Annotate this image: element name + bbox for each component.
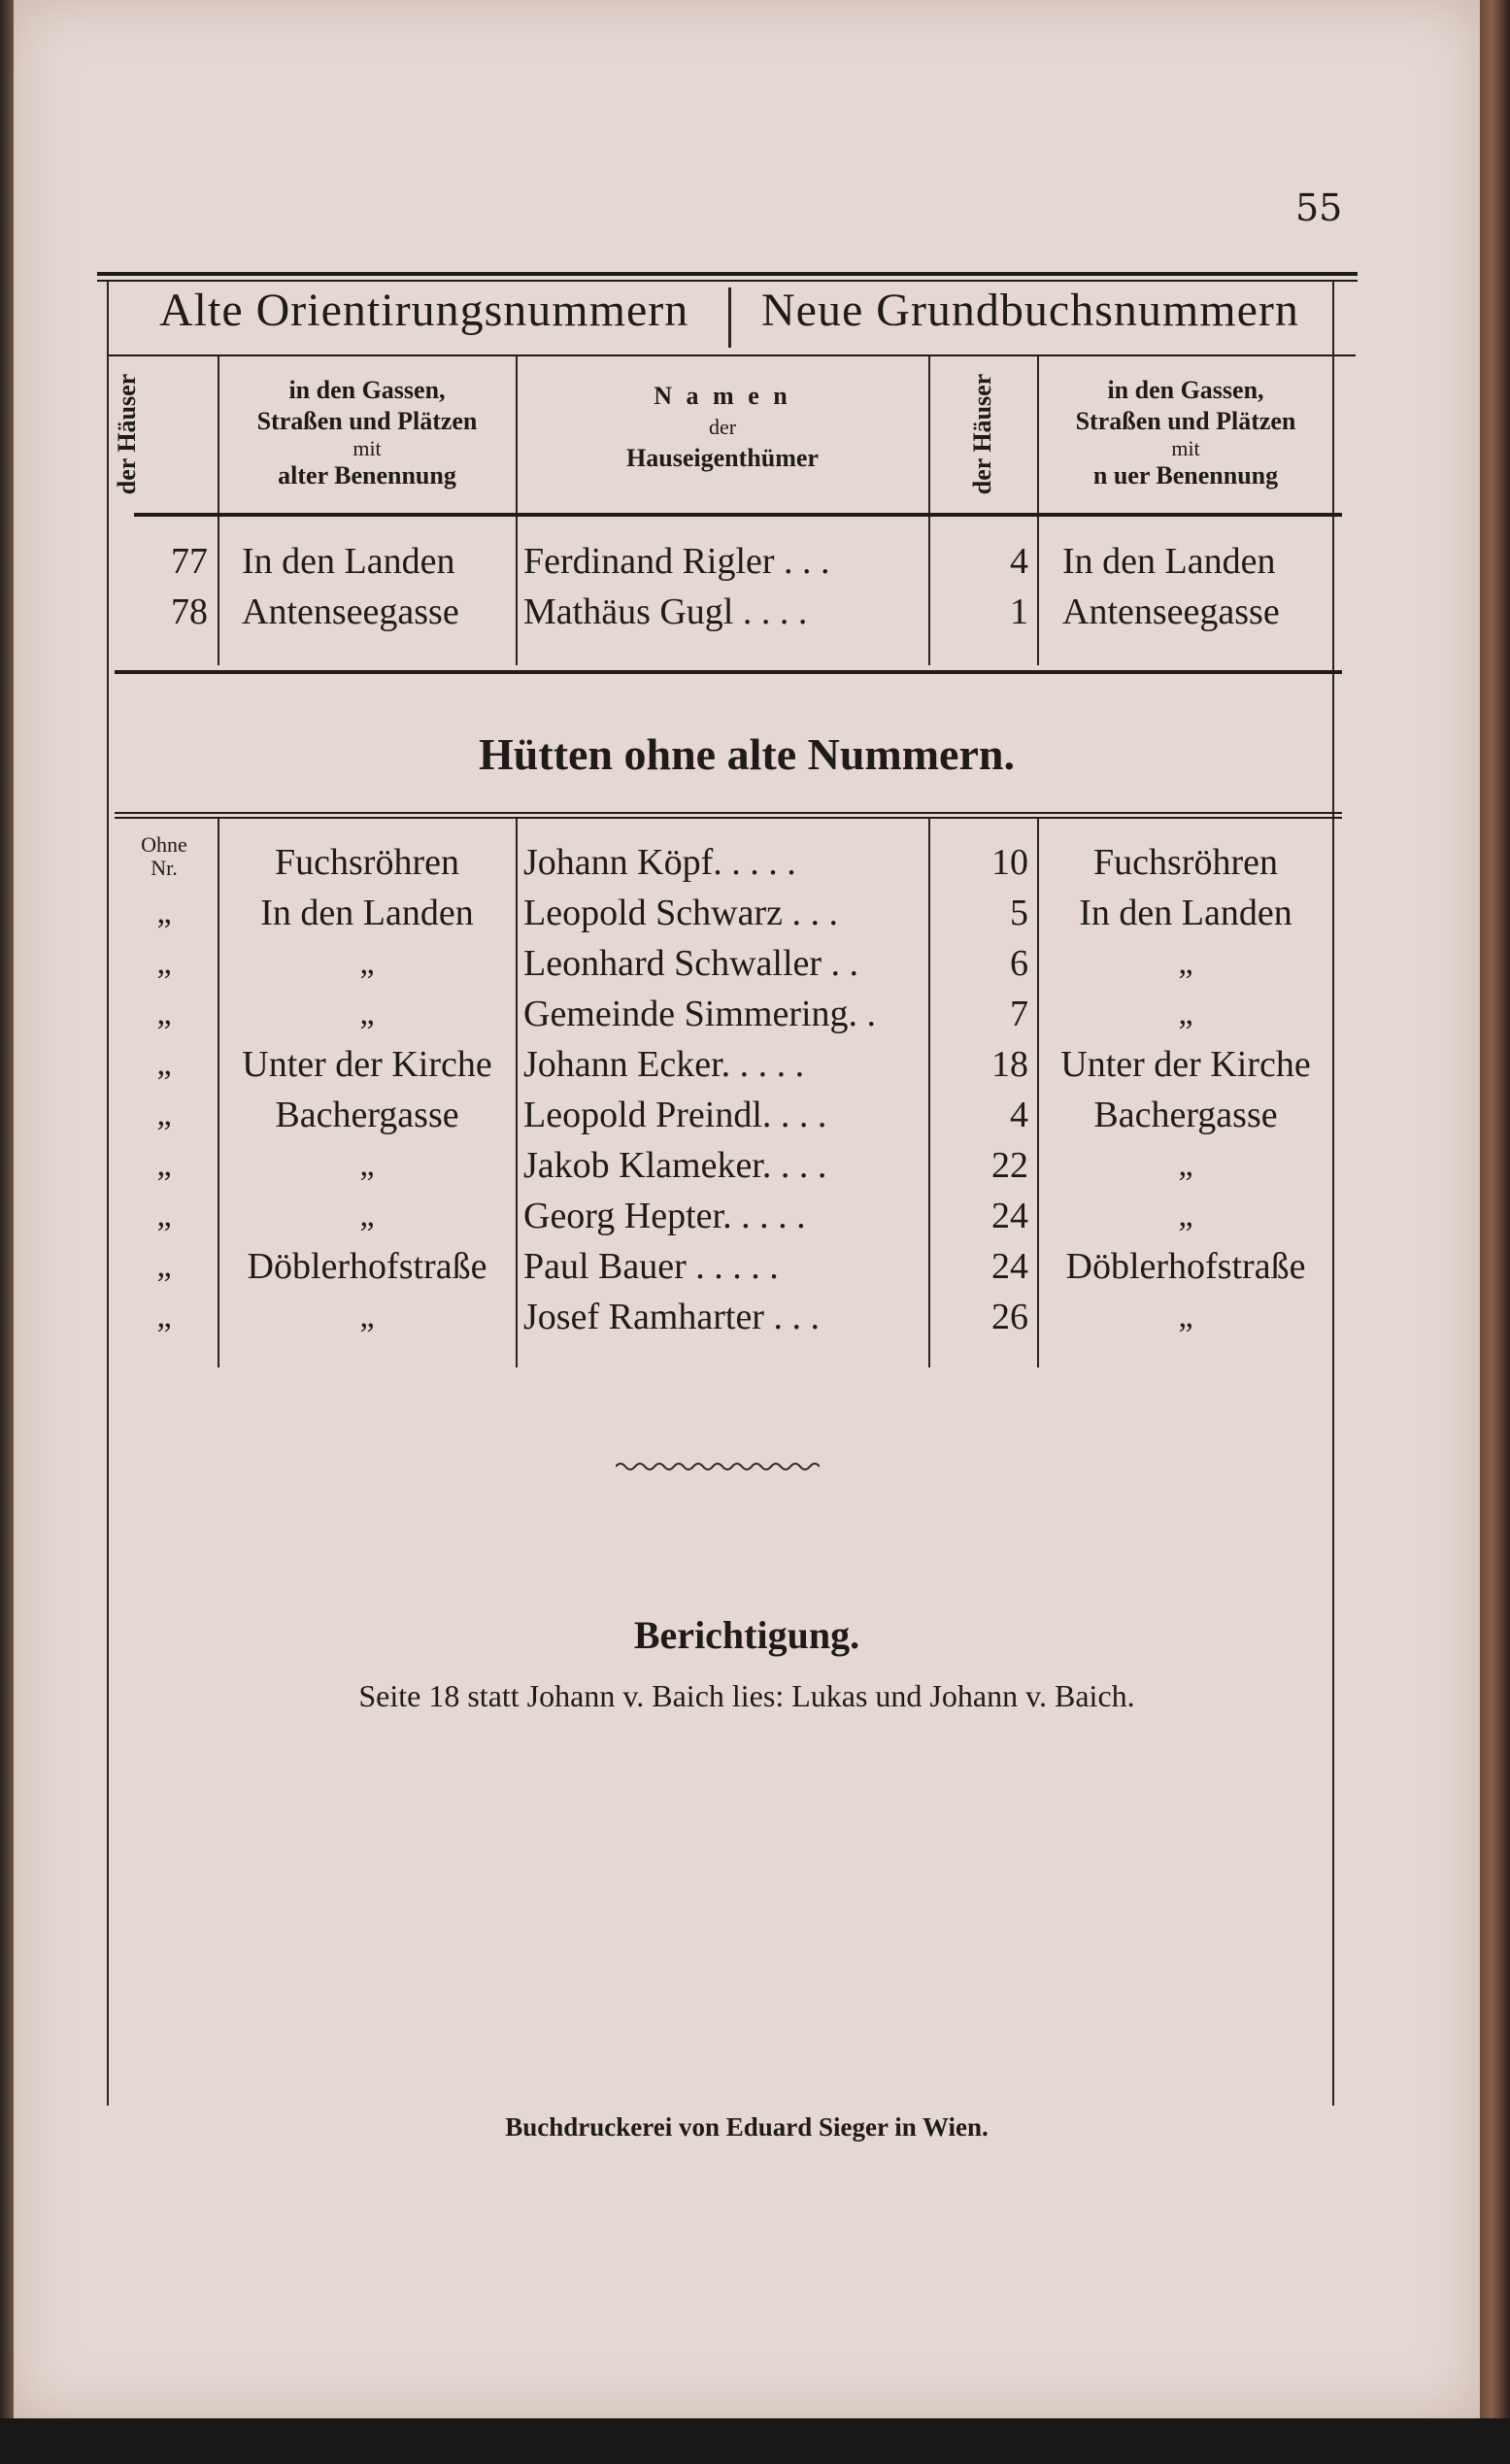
wavy-ornament [616, 1457, 820, 1476]
huetten-row-3-old-nr: „ [156, 945, 172, 981]
top-block-bottom-rule [115, 670, 1342, 674]
huetten-row-7-owner: Jakob Klameker. . . . [523, 1145, 827, 1186]
top-row-2-owner: Mathäus Gugl . . . . [523, 591, 808, 632]
col-divider-3b [928, 819, 930, 1367]
col-divider-2b [516, 819, 518, 1367]
huetten-row-4-new-street: „ [1178, 996, 1193, 1031]
huetten-row-9-new-nr: 24 [991, 1246, 1028, 1287]
huetten-top-rule-1 [115, 812, 1342, 814]
huetten-row-9-new-street: Döblerhofstraße [1065, 1246, 1306, 1287]
ohne-nr-line1: Ohne [141, 832, 187, 857]
huetten-row-7-new-street: „ [1178, 1147, 1193, 1183]
top-row-1-new-nr: 4 [1010, 541, 1028, 582]
col2-line2: Straßen und Plätzen [256, 407, 478, 435]
huetten-row-3-owner: Leonhard Schwaller . . [523, 943, 859, 984]
huetten-row-10-old-street: „ [359, 1299, 375, 1334]
huetten-row-10-new-street: „ [1178, 1299, 1193, 1334]
huetten-row-3-new-street: „ [1178, 945, 1193, 981]
huetten-row-9-old-street: Döblerhofstraße [247, 1246, 487, 1287]
huetten-row-7-old-street: „ [359, 1147, 375, 1183]
top-row-2-new-street: Antenseegasse [1062, 591, 1280, 632]
berichtigung-text: Seite 18 statt Johann v. Baich lies: Lukas und Johann v. Baich. [358, 1678, 1135, 1713]
section-title-huetten: Hütten ohne alte Nummern. [479, 729, 1015, 779]
col-header-house-nr-old: der Häuser [113, 373, 141, 495]
huetten-row-6-new-street: Bachergasse [1093, 1095, 1278, 1135]
huetten-row-6-new-nr: 4 [1010, 1095, 1028, 1135]
huetten-row-3-new-nr: 6 [1010, 943, 1028, 984]
top-row-2-old-street: Antenseegasse [242, 591, 459, 632]
berichtigung-title: Berichtigung. [633, 1613, 860, 1657]
ohne-nr-line2: Nr. [151, 856, 178, 880]
huetten-row-5-old-street: Unter der Kirche [242, 1044, 492, 1085]
top-row-1-owner: Ferdinand Rigler . . . [523, 541, 830, 582]
huetten-row-3-old-street: „ [359, 945, 375, 981]
top-rule-thin [97, 280, 1358, 282]
huetten-row-7-old-nr: „ [156, 1147, 172, 1183]
col5-line1: in den Gassen, [1107, 376, 1264, 404]
title-underline [107, 354, 1356, 356]
huetten-row-5-owner: Johann Ecker. . . . . [523, 1044, 805, 1085]
huetten-row-7-new-nr: 22 [991, 1145, 1028, 1186]
huetten-row-4-new-nr: 7 [1010, 994, 1028, 1034]
col3-line2: der [708, 415, 737, 439]
book-spine [0, 0, 14, 2464]
huetten-row-1-new-street: Fuchsröhren [1093, 842, 1278, 883]
huetten-row-2-new-street: In den Landen [1079, 893, 1292, 933]
col-header-old-street [219, 375, 515, 491]
page-number: 55 [1295, 186, 1343, 229]
col3-line3: Hauseigenthümer [626, 444, 819, 472]
printer-imprint: Buchdruckerei von Eduard Sieger in Wien. [505, 2112, 989, 2142]
table-right-border [1332, 282, 1334, 2106]
huetten-row-5-new-nr: 18 [991, 1044, 1028, 1085]
huetten-row-4-owner: Gemeinde Simmering. . [523, 994, 877, 1034]
huetten-row-10-new-nr: 26 [991, 1297, 1028, 1337]
huetten-row-1-owner: Johann Köpf. . . . . [523, 842, 796, 883]
huetten-row-8-owner: Georg Hepter. . . . . [523, 1196, 806, 1236]
huetten-row-1-old-street: Fuchsröhren [275, 842, 459, 883]
huetten-row-6-old-street: Bachergasse [275, 1095, 459, 1135]
top-row-2-old-nr: 78 [171, 591, 208, 632]
book-page [14, 0, 1480, 2418]
huetten-row-10-old-nr: „ [156, 1299, 172, 1334]
huetten-row-9-owner: Paul Bauer . . . . . [523, 1246, 779, 1287]
huetten-row-8-old-nr: „ [156, 1198, 172, 1233]
huetten-row-1-new-nr: 10 [991, 842, 1028, 883]
huetten-row-5-old-nr: „ [156, 1046, 172, 1082]
col5-line2: Straßen und Plätzen [1075, 407, 1296, 435]
header-new-numbers: Neue Grundbuchsnummern [761, 285, 1299, 336]
huetten-row-8-new-nr: 24 [991, 1196, 1028, 1236]
huetten-row-2-owner: Leopold Schwarz . . . [523, 893, 838, 933]
col-header-house-nr-new: der Häuser [968, 373, 996, 495]
huetten-row-8-new-street: „ [1178, 1198, 1193, 1233]
header-bottom-rule [134, 513, 1342, 517]
book-edge-right [1480, 0, 1510, 2464]
huetten-row-5-new-street: Unter der Kirche [1060, 1044, 1311, 1085]
huetten-row-2-new-nr: 5 [1010, 893, 1028, 933]
col2-line1: in den Gassen, [288, 376, 446, 404]
top-row-1-old-nr: 77 [171, 541, 208, 582]
book-edge-bottom [0, 2418, 1510, 2464]
col-header-new-street [1039, 375, 1332, 491]
top-row-2-new-nr: 1 [1010, 591, 1028, 632]
huetten-row-6-owner: Leopold Preindl. . . . [523, 1095, 827, 1135]
col2-line3: mit [352, 436, 382, 460]
huetten-row-8-old-street: „ [359, 1198, 375, 1233]
title-divider [728, 287, 731, 348]
col5-line4: n uer Benennung [1092, 461, 1279, 489]
top-row-1-old-street: In den Landen [242, 541, 455, 582]
huetten-row-4-old-street: „ [359, 996, 375, 1031]
huetten-row-6-old-nr: „ [156, 1097, 172, 1132]
huetten-row-9-old-nr: „ [156, 1248, 172, 1284]
huetten-top-rule-2 [115, 817, 1342, 819]
header-old-numbers: Alte Orientirungsnummern [159, 285, 689, 336]
huetten-row-2-old-nr: „ [156, 894, 172, 930]
huetten-row-4-old-nr: „ [156, 996, 172, 1031]
col3-line1: N a m e n [654, 382, 791, 410]
top-row-1-new-street: In den Landen [1062, 541, 1276, 582]
col-divider-3a [928, 356, 930, 665]
col2-line4: alter Benennung [278, 461, 456, 489]
col-header-owner [518, 381, 927, 474]
top-rule-thick [97, 272, 1358, 276]
table-left-border [107, 282, 109, 2106]
huetten-row-2-old-street: In den Landen [260, 893, 474, 933]
ohne-nr-label [120, 833, 208, 880]
huetten-row-10-owner: Josef Ramharter . . . [523, 1297, 820, 1337]
col5-line3: mit [1171, 436, 1200, 460]
